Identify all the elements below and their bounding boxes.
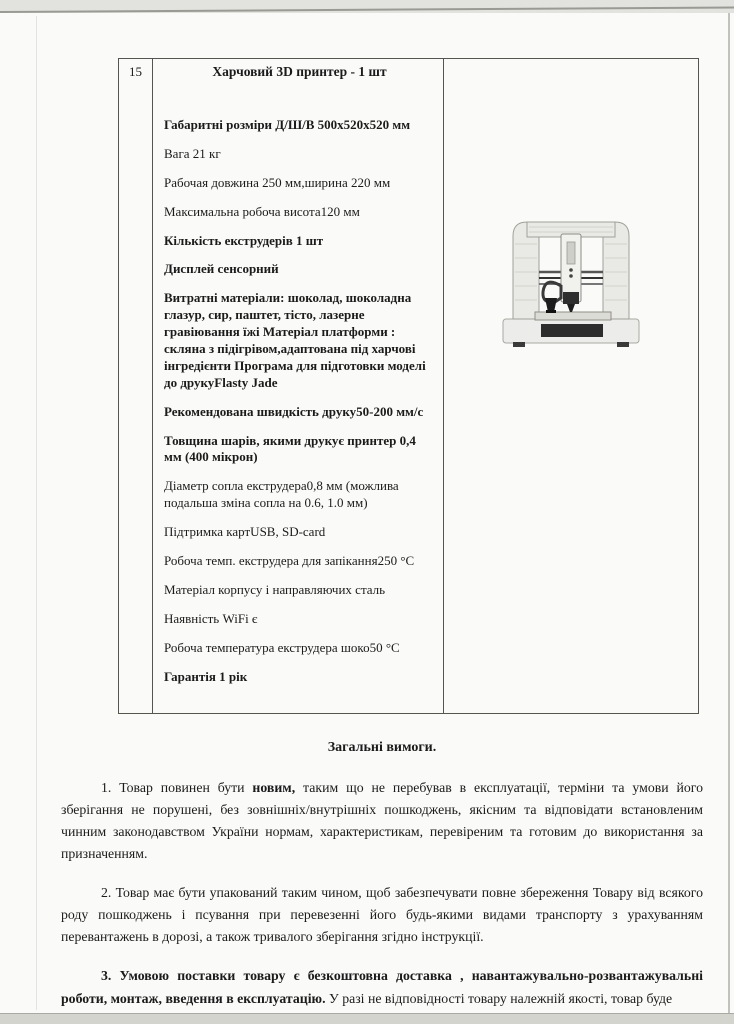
text-segment: 2. Товар має бути упакований таким чином, щоб забезпечувати повне збереження Товару від всякого роду пошкоджень і псування при перевезенні його будь-якими видами транспорту з урахуванням перевантажень в дорозі, а також тривалого зберігання згідно інструкції.	[61, 885, 703, 945]
text-segment: новим,	[252, 780, 296, 795]
general-requirements-section	[61, 740, 703, 1024]
spec-item: Робоча темп. екструдера для запікання250 °С	[164, 553, 415, 569]
requirements-paragraphs	[61, 777, 703, 1010]
spec-item: Гарантія 1 рік	[164, 668, 248, 684]
spec-item: Діаметр сопла екструдера0,8 мм (можлива подальша зміна сопла на 0.6, 1.0 мм)	[164, 478, 399, 511]
spec-item: Товщина шарів, якими друкує принтер 0,4 мм (400 мікрон)	[164, 432, 416, 465]
spec-item: Кількість екструдерів 1 шт	[164, 232, 324, 248]
requirement-paragraph	[61, 777, 703, 865]
spec-item: Рабочая довжина 250 мм,ширина 220 мм	[164, 174, 391, 190]
food-3d-printer-image	[497, 214, 645, 350]
spec-item: Витратні матеріали: шоколад, шоколадна глазур, сир, паштет, тісто, лазерне гравіювання їжі Матеріал платформи : скляна з підігрівом,адаптована під харчові інгредієнти Програма для підготовки моделі до друкуFlasty Jade	[164, 290, 426, 390]
scan-edge-right	[728, 13, 730, 1014]
spec-item: Габаритні розміри Д/Ш/В 500х520х520 мм	[164, 117, 411, 132]
product-spec-table	[118, 58, 699, 714]
image-cell	[444, 59, 698, 713]
spec-item: Матеріал корпусу і направляючих сталь	[164, 581, 386, 597]
row-number-cell	[119, 59, 153, 713]
spec-item: Робоча температура екструдера шоко50 °С	[164, 639, 400, 655]
spec-item: Дисплей сенсорний	[164, 261, 279, 277]
spec-item: Підтримка картUSB, SD-card	[164, 524, 326, 540]
scan-edge-left	[36, 16, 37, 1010]
requirement-paragraph	[61, 882, 703, 948]
spec-item: Вага 21 кг	[164, 145, 221, 161]
section-heading: Загальні вимоги.	[327, 740, 437, 755]
row-number: 15	[129, 64, 142, 79]
text-segment: У разі не відповідності товару належній якості, товар буде	[325, 990, 673, 1006]
product-title: Харчовий 3D принтер - 1 шт	[212, 64, 387, 79]
text-segment: 3. Умовою поставки товару є безкоштовна доставка , навантажувально-розвантажувальні роботи, монтаж, введення в експлуатацію.	[61, 968, 703, 1006]
text-segment: таким що не перебував в експлуатації, терміни та умови його зберігання не порушені, без зовнішніх/внутрішніх пошкоджень, якісним та відповідати встановленим чинним законодавством України нормам, характеристикам, перевіреним та готовим до використання за призначенням.	[61, 780, 703, 862]
requirement-paragraph	[61, 965, 703, 1009]
spec-item: Рекомендована швидкість друку50-200 мм/с	[164, 403, 424, 419]
text-segment: 1. Товар повинен бути	[101, 780, 253, 795]
specs-cell	[153, 59, 444, 713]
table-specs-list	[164, 117, 435, 685]
spec-item: Максимальна робоча висота120 мм	[164, 203, 360, 219]
spec-item: Наявність WiFi є	[164, 610, 258, 626]
